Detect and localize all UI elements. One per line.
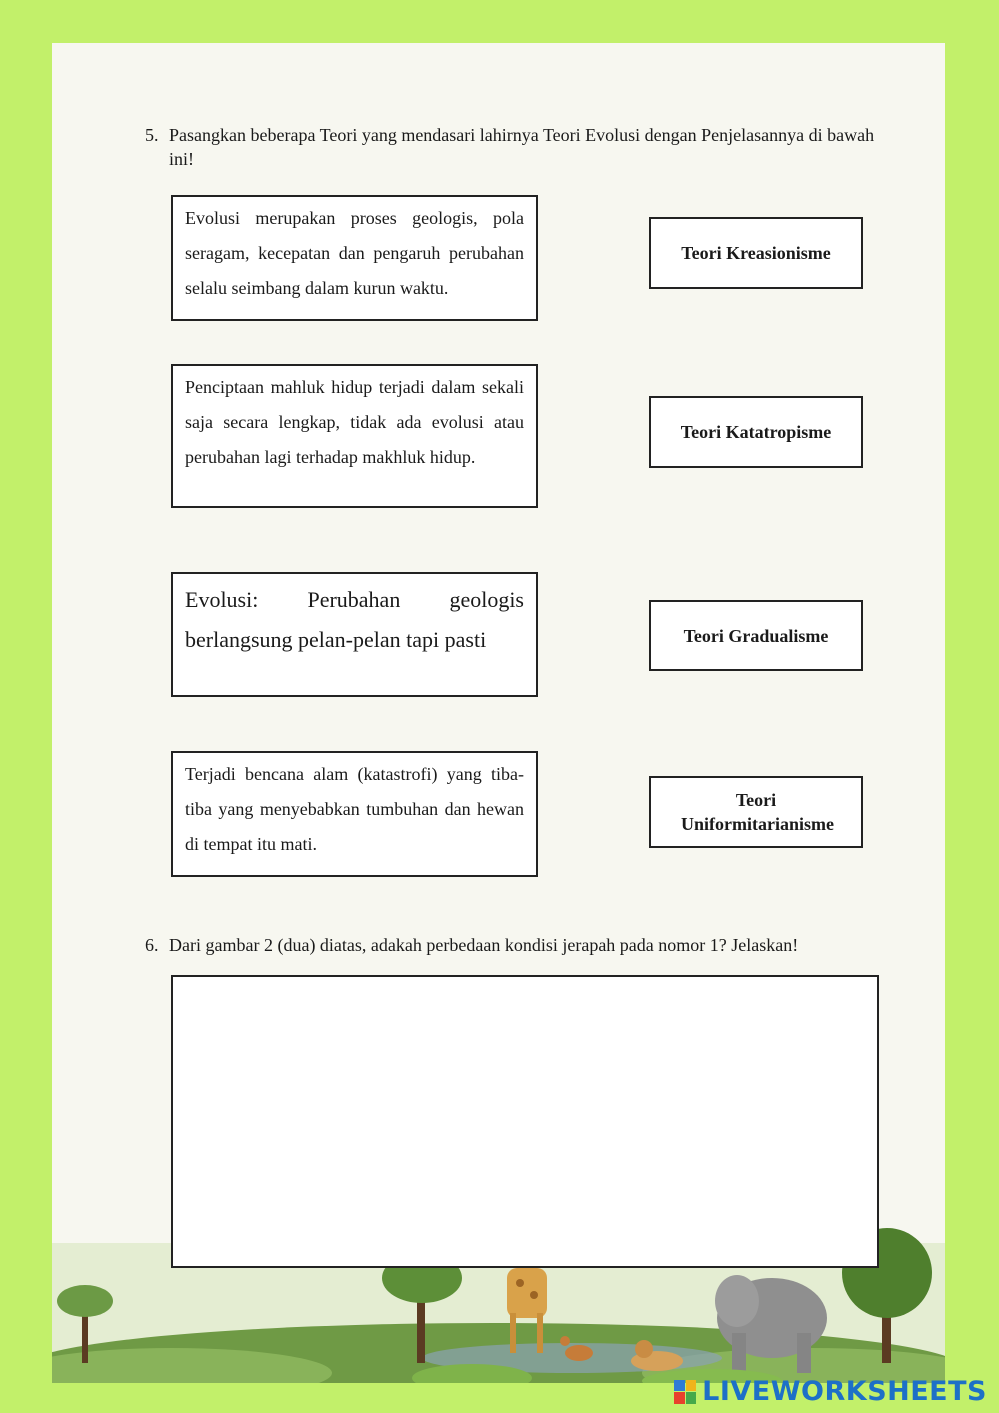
worksheet-page	[52, 43, 945, 1383]
theory-box-uniformitarianisme[interactable]	[649, 776, 863, 848]
theory-label: Teori Katatropisme	[680, 422, 832, 442]
question-6	[145, 933, 905, 961]
description-box-3[interactable]: Evolusi: Perubahan geologis berlangsung pelan-pelan tapi pasti	[171, 572, 538, 697]
liveworksheets-logo-icon	[674, 1380, 696, 1404]
brand-text: LIVEWORKSHEETS	[702, 1376, 987, 1407]
question-6-text: Dari gambar 2 (dua) diatas, adakah perbedaan kondisi jerapah pada nomor 1? Jelaskan!	[169, 935, 799, 955]
theory-label: Teori Uniformitarianisme	[681, 790, 834, 834]
theory-label: Teori Kreasionisme	[681, 243, 831, 263]
liveworksheets-brand[interactable]	[674, 1376, 987, 1407]
description-box-1[interactable]: Evolusi merupakan proses geologis, pola seragam, kecepatan dan pengaruh perubahan selalu seimbang dalam kurun waktu.	[171, 195, 538, 321]
question-5-number: 5.	[145, 125, 159, 145]
theory-box-gradualisme[interactable]	[649, 600, 863, 671]
description-box-2[interactable]: Penciptaan mahluk hidup terjadi dalam sekali saja secara lengkap, tidak ada evolusi atau perubahan lagi terhadap makhluk hidup.	[171, 364, 538, 508]
theory-box-kreasionisme[interactable]	[649, 217, 863, 289]
question-5	[145, 123, 895, 173]
theory-label: Teori Gradualisme	[683, 625, 829, 646]
question-5-text: Pasangkan beberapa Teori yang mendasari lahirnya Teori Evolusi dengan Penjelasannya di bawah ini!	[169, 125, 875, 169]
description-box-4[interactable]: Terjadi bencana alam (katastrofi) yang tiba-tiba yang menyebabkan tumbuhan dan hewan di tempat itu mati.	[171, 751, 538, 877]
answer-box-6[interactable]	[171, 975, 879, 1268]
theory-box-katatropisme[interactable]	[649, 396, 863, 468]
question-6-number: 6.	[145, 935, 159, 955]
